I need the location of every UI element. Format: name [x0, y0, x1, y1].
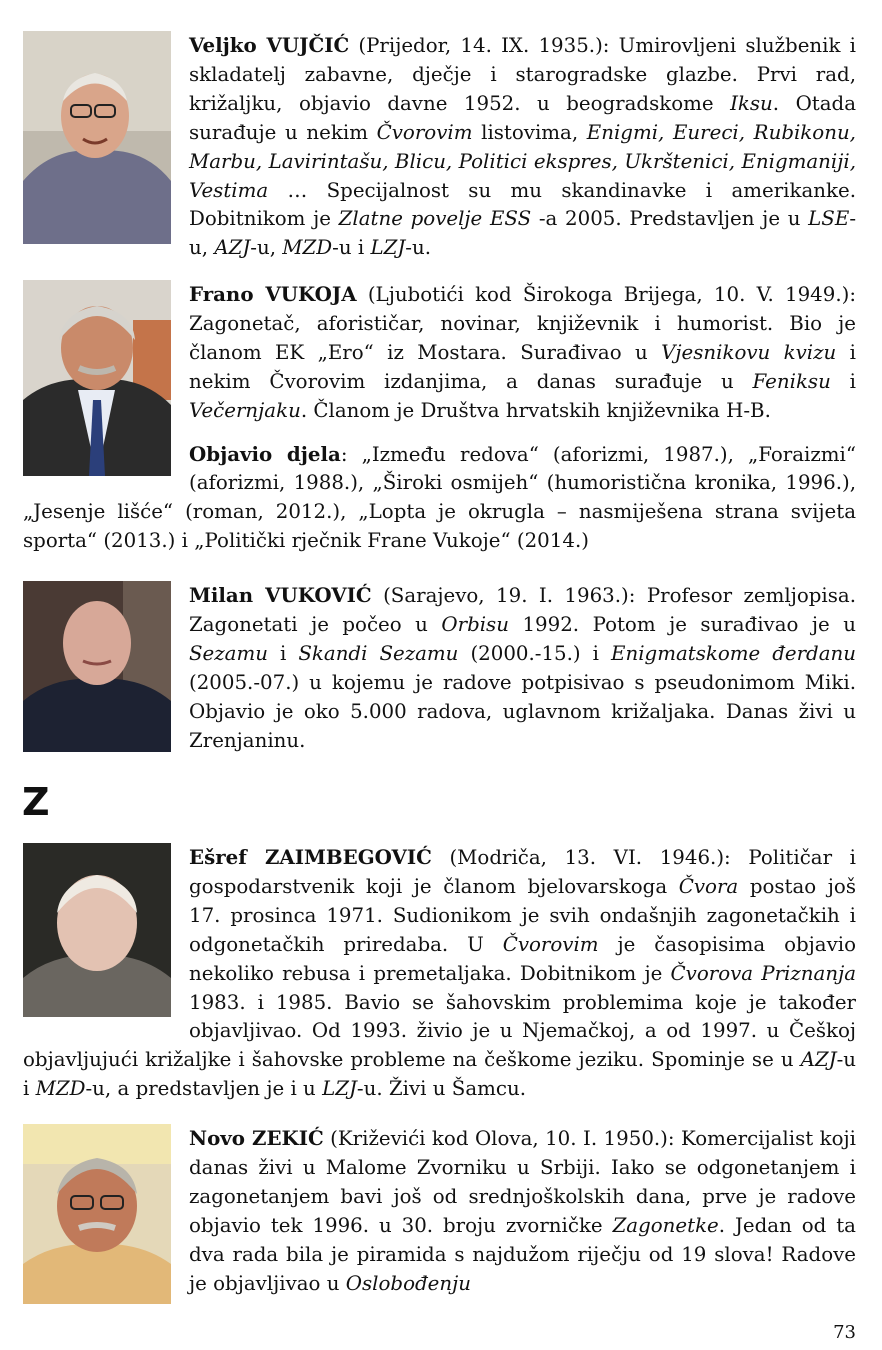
entry-name: Milan VUKOVIĆ — [189, 583, 372, 607]
entry-body: . Jedan od ta dva rada bila je piramida s najdužom riječju od 19 slova! Radove je objavljivao u — [189, 1213, 856, 1295]
portrait-image — [23, 31, 171, 244]
italic-text: AZJ — [214, 236, 251, 260]
entry-body: 1992. Potom je surađivao je u — [508, 612, 856, 636]
portrait-photo-zaimbegovic — [23, 843, 171, 1017]
entry-body: -u. Živi u Šamcu. — [356, 1077, 527, 1101]
italic-text: Enigmi, Eureci, Rubikonu, Marbu, Lavirintašu, Blicu, Politici ekspres, Ukrštenici, Enigmaniji, Vestima — [189, 120, 856, 202]
entry-name: Frano VUKOJA — [189, 282, 357, 306]
italic-text: LZJ — [322, 1077, 357, 1101]
section-letter: Z — [22, 780, 50, 824]
italic-text: LZJ — [370, 236, 406, 260]
italic-text: Vjesnikovu kvizu — [661, 340, 837, 364]
entry-vukoja — [23, 280, 856, 556]
entry-body: . Otada surađuje u nekim — [189, 91, 856, 144]
italic-text: Feniksu — [752, 369, 831, 393]
entry-body: : „Između redova“ (aforizmi, 1987.), „Foraizmi“ (aforizmi, 1988.), „Široki osmijeh“ (humoristična kronika, 1996.), „Jesenje lišće“ (roman, 2012.), „Lopta je okrugla – nasmiješena strana svijeta sporta“ (2013.) i „Politički rječnik Frane Vukoje“ (2014.) — [23, 442, 856, 553]
italic-text: Čvorovim — [376, 120, 473, 144]
portrait-photo-vujcic — [23, 31, 171, 244]
entry-body: i — [267, 641, 299, 665]
italic-text: MZD — [35, 1077, 86, 1101]
italic-text: Zlatne povelje ESS — [338, 207, 532, 231]
page-number: 73 — [833, 1322, 856, 1343]
italic-text: Večernjaku — [189, 398, 301, 422]
portrait-photo-vukovic — [23, 581, 171, 752]
portrait-photo-zekic — [23, 1124, 171, 1304]
entry-body: 1983. i 1985. Bavio se šahovskim problemima koje je također objavljivao. Od 1993. živio je u Njemačkoj, a od 1997. u Češkoj objavljujući križaljke i šahovske probleme na češkome jeziku. Spominje se u — [23, 990, 856, 1072]
italic-text: Skandi Sezamu — [298, 641, 459, 665]
entry-body: … Specijalnost su mu skandinavke i amerikanke. Dobitnikom je — [189, 178, 856, 231]
entry-name: Objavio djela — [189, 441, 341, 466]
entry-body: -u i — [23, 1048, 856, 1101]
entry-body: -u, — [189, 207, 856, 260]
italic-text: Zagonetke — [612, 1213, 719, 1237]
entry-vukovic — [23, 581, 856, 758]
entry-body: . Članom je Društva hrvatskih književnika H-B. — [300, 398, 771, 422]
italic-text: Čvorova Priznanja — [670, 961, 856, 985]
entry-body: -u, a predstavljen je i u — [85, 1077, 323, 1101]
entry-body: postao još 17. prosinca 1971. Sudionikom je svih ondašnjih zagonetačkih i odgonetačkih priredaba. U — [189, 874, 856, 956]
portrait-photo-vukoja — [23, 280, 171, 476]
italic-text: LSE — [808, 207, 850, 231]
entry-body: (Prijedor, 14. IX. 1935.): Umirovljeni službenik i skladatelj zabavne, dječje i starogradske glazbe. Prvi rad, križaljku, objavio davne 1952. u beogradskome — [189, 34, 856, 115]
italic-text: Iksu — [730, 91, 773, 115]
entry-name: Novo ZEKIĆ — [189, 1126, 324, 1150]
entry-body: -a 2005. Predstavljen je u — [531, 207, 809, 231]
entry-name: Veljko VUJČIĆ — [189, 33, 350, 57]
italic-text: Sezamu — [189, 641, 268, 665]
italic-text: Čvora — [678, 874, 739, 898]
entry-body: je časopisima objavio nekoliko rebusa i premetaljaka. Dobitnikom je — [189, 932, 856, 985]
italic-text: Oslobođenju — [345, 1271, 471, 1295]
italic-text: Čvorovim — [502, 932, 599, 956]
italic-text: Enigmatskome đerdanu — [611, 641, 856, 665]
italic-text: AZJ — [800, 1048, 837, 1072]
entry-zekic — [23, 1124, 856, 1310]
entry-name: Ešref ZAIMBEGOVIĆ — [189, 845, 432, 869]
entry-body: (2005.-07.) u kojemu je radove potpisivao s pseudonimom Miki. Objavio je oko 5.000 radova, uglavnom križaljaka. Danas živi u Zrenjaninu. — [189, 670, 856, 752]
portrait-image — [23, 280, 171, 476]
entry-body: i — [830, 369, 856, 393]
entry-body: (Križevići kod Olova, 10. I. 1950.): Komercijalist koji danas živi u Malome Zvorniku u Srbiji. Iako se odgonetanjem i zagonetanjem bavi još od srednjoškolskih dana, prve je radove objavio tek 1996. u 30. broju zvorničke — [189, 1127, 856, 1237]
entry-body: -u, — [250, 236, 283, 260]
entry-body: -u i — [332, 236, 371, 260]
italic-text: Orbisu — [441, 612, 509, 636]
portrait-image — [23, 843, 171, 1017]
entry-body: (Ljubotići kod Širokoga Brijega, 10. V. 1949.): Zagonetač, aforističar, novinar, književnik i humorist. Bio je članom EK „Ero“ iz Mostara. Surađivao u — [189, 283, 856, 364]
entry-body: i nekim Čvorovim izdanjima, a danas surađuje u — [189, 340, 856, 393]
entry-vujcic — [23, 31, 856, 263]
portrait-image — [23, 1124, 171, 1304]
entry-body: -u. — [405, 236, 432, 260]
entry-body: listovima, — [472, 120, 587, 144]
entry-body: (2000.-15.) i — [458, 641, 612, 665]
entry-zaimbegovic — [23, 843, 856, 1104]
italic-text: MZD — [282, 236, 333, 260]
portrait-image — [23, 581, 171, 752]
entry-body: (Sarajevo, 19. I. 1963.): Profesor zemljopisa. Zagonetati je počeo u — [189, 584, 856, 636]
entry-body: (Modriča, 13. VI. 1946.): Političar i gospodarstvenik koji je članom bjelovarskoga — [189, 846, 856, 898]
